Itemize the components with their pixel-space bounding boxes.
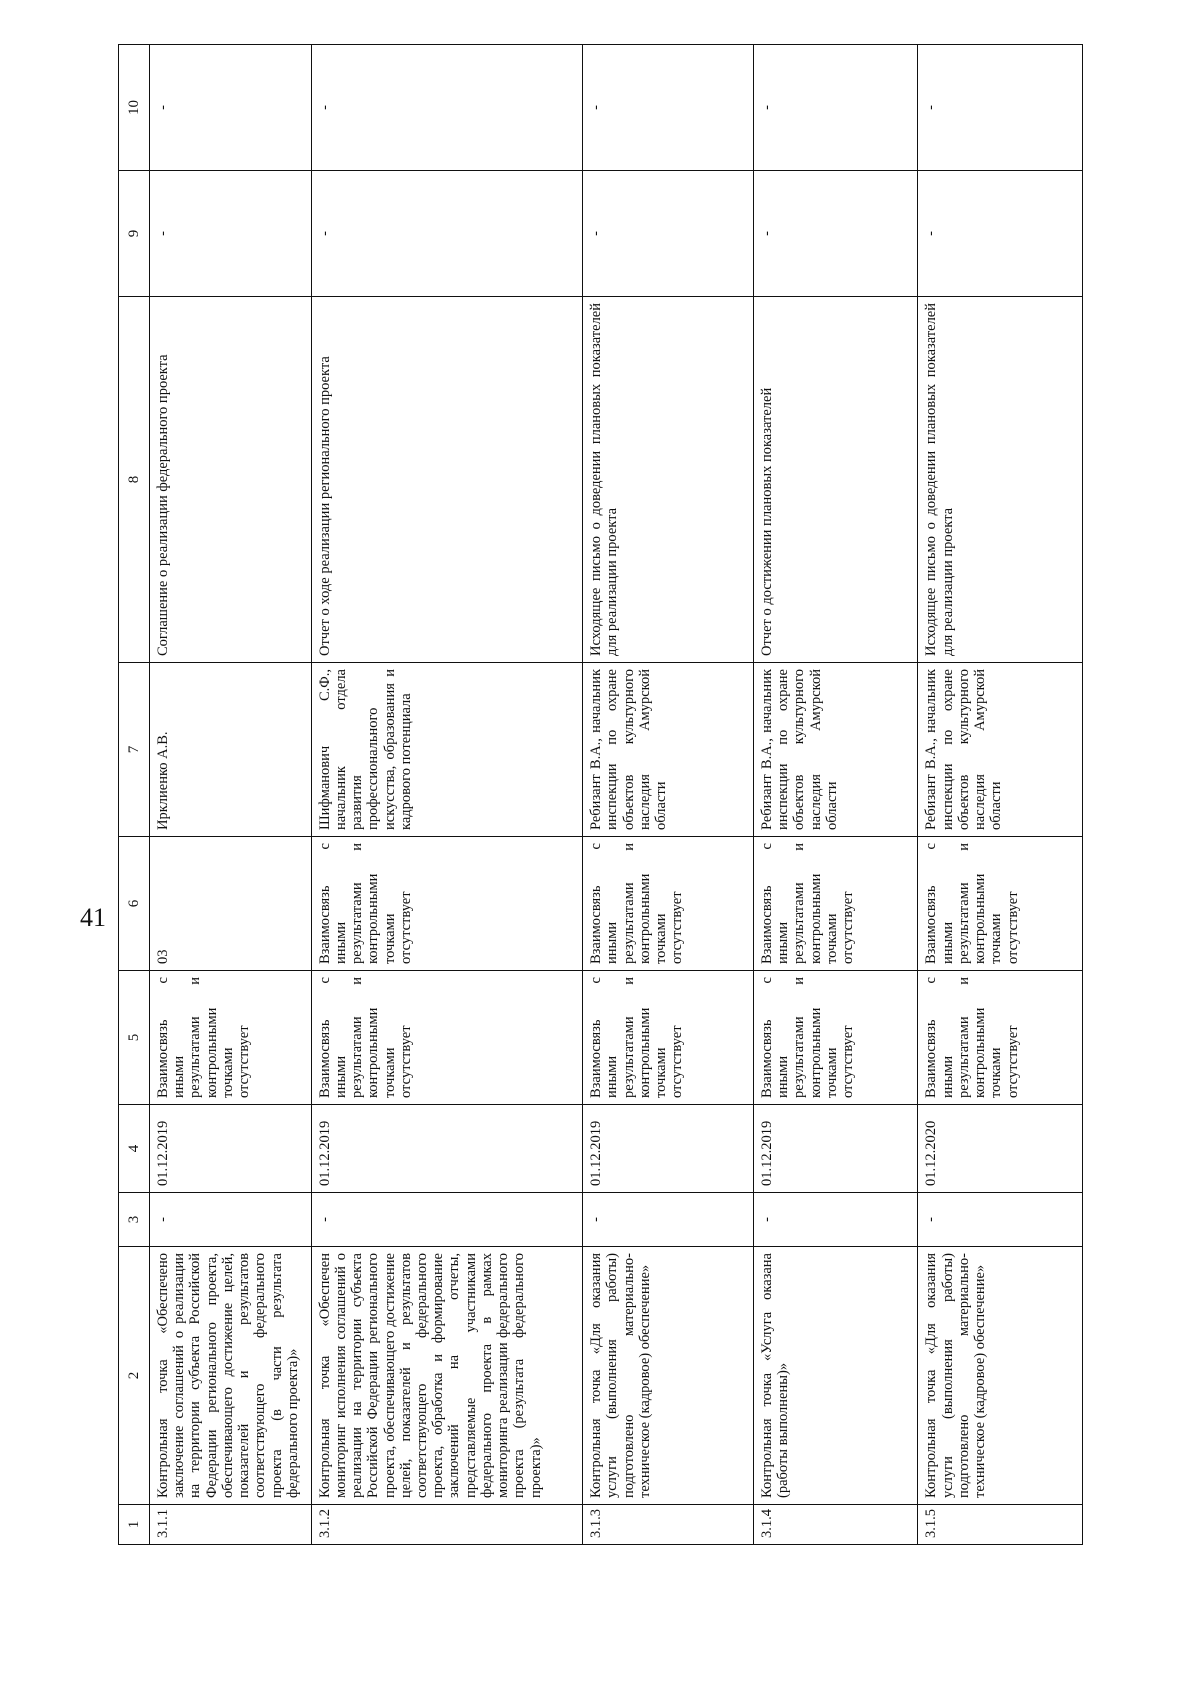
table-row: [918, 45, 1083, 1545]
control-point-cell: Контрольная точка «Услуга оказана (работы выполнены)»: [753, 1247, 918, 1505]
control-point-cell: Контрольная точка «Обеспечен мониторинг исполнения соглашений о реализации на территории субъекта Российской Федерации регионального проекта, обеспечивающего достижение целей, показателей и результатов соответствующего федерального проекта, обработка и формирование заключений на отчеты, представляемые участниками федерального проекта в рамках мониторинга реализации федерального проекта (результата федерального проекта)»: [311, 1247, 583, 1505]
relation-cell-2: Взаимосвязь с иными результатами и контрольными точками отсутствует: [583, 837, 754, 971]
table-row: [753, 45, 918, 1545]
relation-cell: Взаимосвязь с иными результатами и контрольными точками отсутствует: [311, 971, 583, 1105]
relation-cell-2: Взаимосвязь с иными результатами и контрольными точками отсутствует: [918, 837, 1083, 971]
column-header: 10: [119, 45, 150, 171]
cell-col9: -: [918, 171, 1083, 297]
cell-col3: -: [753, 1193, 918, 1247]
control-point-cell: Контрольная точка «Обеспечено заключение соглашений о реализации на территории субъекта Российской Федерации регионального проекта, обеспечивающего достижение целей, показателей и результатов соответствующего федерального проекта (в части результата федерального проекта)»: [150, 1247, 312, 1505]
column-header: 5: [119, 971, 150, 1105]
row-number-cell: 3.1.4: [753, 1505, 918, 1545]
responsible-cell: Ирклиенко А.В.: [150, 663, 312, 837]
relation-cell-2: Взаимосвязь с иными результатами и контрольными точками отсутствует: [311, 837, 583, 971]
date-cell: 01.12.2019: [150, 1105, 312, 1193]
relation-cell: Взаимосвязь с иными результатами и контрольными точками отсутствует: [918, 971, 1083, 1105]
cell-col3: -: [918, 1193, 1083, 1247]
relation-cell: Взаимосвязь с иными результатами и контрольными точками отсутствует: [583, 971, 754, 1105]
cell-col9: -: [753, 171, 918, 297]
responsible-cell: Ребизант В.А., начальник инспекции по охране объектов культурного наследия Амурской области: [583, 663, 754, 837]
row-number-cell: 3.1.1: [150, 1505, 312, 1545]
date-cell: 01.12.2020: [918, 1105, 1083, 1193]
document-cell: Исходящее письмо о доведении плановых показателей для реализации проекта: [918, 297, 1083, 663]
cell-col10: -: [311, 45, 583, 171]
document-cell: Соглашение о реализации федерального проекта: [150, 297, 312, 663]
cell-col3: -: [583, 1193, 754, 1247]
document-cell: Отчет о ходе реализации регионального проекта: [311, 297, 583, 663]
responsible-cell: Ребизант В.А., начальник инспекции по охране объектов культурного наследия Амурской области: [918, 663, 1083, 837]
relation-cell-2: 03: [150, 837, 312, 971]
table-row: [311, 45, 583, 1545]
table-row: [583, 45, 754, 1545]
column-header: 3: [119, 1193, 150, 1247]
relation-cell-2: Взаимосвязь с иными результатами и контрольными точками отсутствует: [753, 837, 918, 971]
row-number-cell: 3.1.3: [583, 1505, 754, 1545]
cell-col9: -: [583, 171, 754, 297]
document-cell: Исходящее письмо о доведении плановых показателей для реализации проекта: [583, 297, 754, 663]
cell-col10: -: [753, 45, 918, 171]
column-header: 6: [119, 837, 150, 971]
cell-col9: -: [150, 171, 312, 297]
column-header: 1: [119, 1505, 150, 1545]
row-number-cell: 3.1.5: [918, 1505, 1083, 1545]
column-header: 4: [119, 1105, 150, 1193]
cell-col3: -: [150, 1193, 312, 1247]
date-cell: 01.12.2019: [583, 1105, 754, 1193]
cell-col10: -: [150, 45, 312, 171]
responsible-cell: Ребизант В.А., начальник инспекции по охране объектов культурного наследия Амурской области: [753, 663, 918, 837]
page-number: 41: [80, 903, 106, 932]
control-point-cell: Контрольная точка «Для оказания услуги (выполнения работы) подготовлено материально-техническое (кадровое) обеспечение»: [918, 1247, 1083, 1505]
date-cell: 01.12.2019: [311, 1105, 583, 1193]
cell-col10: -: [583, 45, 754, 171]
column-header: 7: [119, 663, 150, 837]
control-points-table: [118, 44, 1083, 1545]
table-header-row: [119, 45, 150, 1545]
responsible-cell: Шифманович С.Ф., начальник отдела развития профессионального искусства, образования и кадрового потенциала: [311, 663, 583, 837]
cell-col9: -: [311, 171, 583, 297]
document-cell: Отчет о достижении плановых показателей: [753, 297, 918, 663]
table-row: [150, 45, 312, 1545]
control-point-cell: Контрольная точка «Для оказания услуги (выполнения работы) подготовлено материально-техническое (кадровое) обеспечение»: [583, 1247, 754, 1505]
date-cell: 01.12.2019: [753, 1105, 918, 1193]
relation-cell: Взаимосвязь с иными результатами и контрольными точками отсутствует: [753, 971, 918, 1105]
cell-col10: -: [918, 45, 1083, 171]
cell-col3: -: [311, 1193, 583, 1247]
column-header: 2: [119, 1247, 150, 1505]
relation-cell: Взаимосвязь с иными результатами и контрольными точками отсутствует: [150, 971, 312, 1105]
column-header: 9: [119, 171, 150, 297]
row-number-cell: 3.1.2: [311, 1505, 583, 1545]
column-header: 8: [119, 297, 150, 663]
rotated-page-content: [118, 45, 1083, 1545]
